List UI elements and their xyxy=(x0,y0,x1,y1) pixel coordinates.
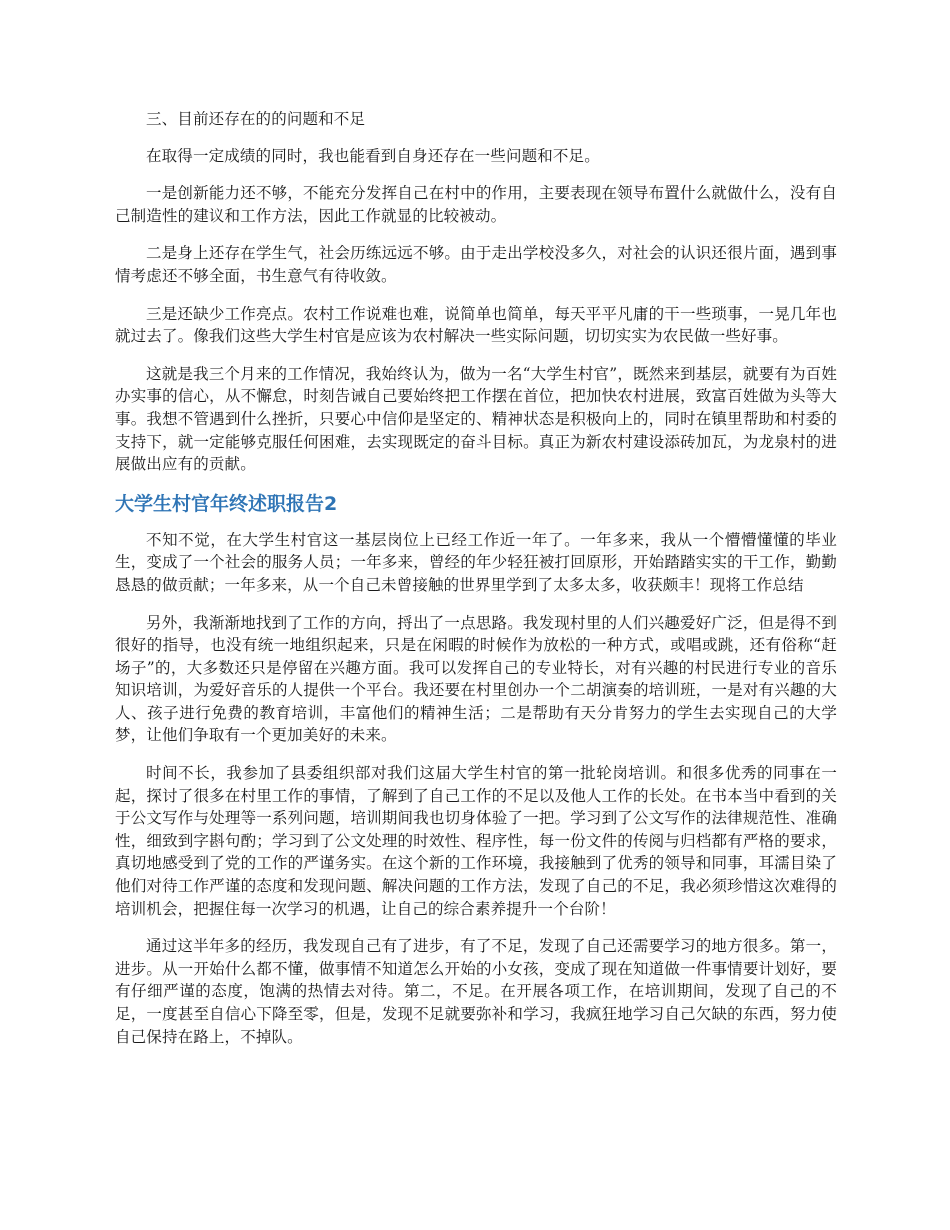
paragraph: 不知不觉，在大学生村官这一基层岗位上已经工作近一年了。一年多来，我从一个懵懵懂懂的毕业生，变成了一个社会的服务人员；一年多来，曾经的年少轻狂被打回原形，开始踏踏实实的干工作，勤勤恳恳的做贡献；一年多来，从一个自己未曾接触的世界里学到了太多太多，收获颇丰！现将工作总结 xyxy=(115,530,837,594)
document-body xyxy=(115,108,837,1063)
paragraph: 在取得一定成绩的同时，我也能看到自身还存在一些问题和不足。 xyxy=(146,146,600,165)
paragraph: 另外，我渐渐地找到了工作的方向，捋出了一点思路。我发现村里的人们兴趣爱好广泛，但是得不到很好的指导，也没有统一地组织起来，只是在闲暇的时候作为放松的一种方式，或唱或跳，还有俗称“赶场子”的，大多数还只是停留在兴趣方面。我可以发挥自己的专业特长，对有兴趣的村民进行专业的音乐知识培训，为爱好音乐的人提供一个平台。我还要在村里创办一个二胡演奏的培训班，一是对有兴趣的大人、孩子进行免费的教育培训，丰富他们的精神生活；二是帮助有天分肯努力的学生去实现自己的大学梦，让他们争取有一个更加美好的未来。 xyxy=(115,613,837,745)
paragraph: 通过这半年多的经历，我发现自己有了进步，有了不足，发现了自己还需要学习的地方很多。第一，进步。从一开始什么都不懂，做事情不知道怎么开始的小女孩，变成了现在知道做一件事情要计划好，要有仔细严谨的态度，饱满的热情去对待。第二，不足。在开展各项工作，在培训期间，发现了自己的不足，一度甚至自信心下降至零，但是，发现不足就要弥补和学习，我疯狂地学习自己欠缺的东西，努力使自己保持在路上，不掉队。 xyxy=(115,937,837,1046)
paragraph: 二是身上还存在学生气，社会历练远远不够。由于走出学校没多久，对社会的认识还很片面，遇到事情考虑还不够全面，书生意气有待收敛。 xyxy=(115,244,837,285)
paragraph: 时间不长，我参加了县委组织部对我们这届大学生村官的第一批轮岗培训。和很多优秀的同事在一起，探讨了很多在村里工作的事情，了解到了自己工作的不足以及他人工作的长处。在书本当中看到的关于公文写作与处理等一系列问题，培训期间我也切身体验了一把。学习到了公文写作的法律规范性、准确性，细致到字斟句酌；学习到了公文处理的时效性、程序性，每一份文件的传阅与归档都有严格的要求，真切地感受到了党的工作的严谨务实。在这个新的工作环境，我接触到了优秀的领导和同事，耳濡目染了他们对待工作严谨的态度和发现问题、解决问题的工作方法，发现了自己的不足，我必须珍惜这次难得的培训机会，把握住每一次学习的机遇，让自己的综合素养提升一个台阶！ xyxy=(115,764,837,918)
section-heading: 三、目前还存在的的问题和不足 xyxy=(146,110,366,128)
paragraph: 一是创新能力还不够，不能充分发挥自己在村中的作用，主要表现在领导布置什么就做什么，没有自己制造性的建议和工作方法，因此工作就显的比较被动。 xyxy=(115,184,837,225)
paragraph: 三是还缺少工作亮点。农村工作说难也难，说简单也简单，每天平平凡庸的干一些琐事，一晃几年也就过去了。像我们这些大学生村官是应该为农村解决一些实际问题，切切实实为农民做一些好事。 xyxy=(115,304,837,346)
report-title: 大学生村官年终述职报告2 xyxy=(115,492,338,515)
paragraph: 这就是我三个月来的工作情况，我始终认为，做为一名“大学生村官”，既然来到基层，就要有为百姓办实事的信心，从不懈怠，时刻告诫自己要始终把工作摆在首位，把加快农村进展，致富百姓做为头等大事。我想不管遇到什么挫折，只要心中信仰是坚定的、精神状态是积极向上的，同时在镇里帮助和村委的支持下，就一定能够克服任何困难，去实现既定的奋斗目标。真正为新农村建设添砖加瓦，为龙泉村的进展做出应有的贡献。 xyxy=(115,364,837,474)
